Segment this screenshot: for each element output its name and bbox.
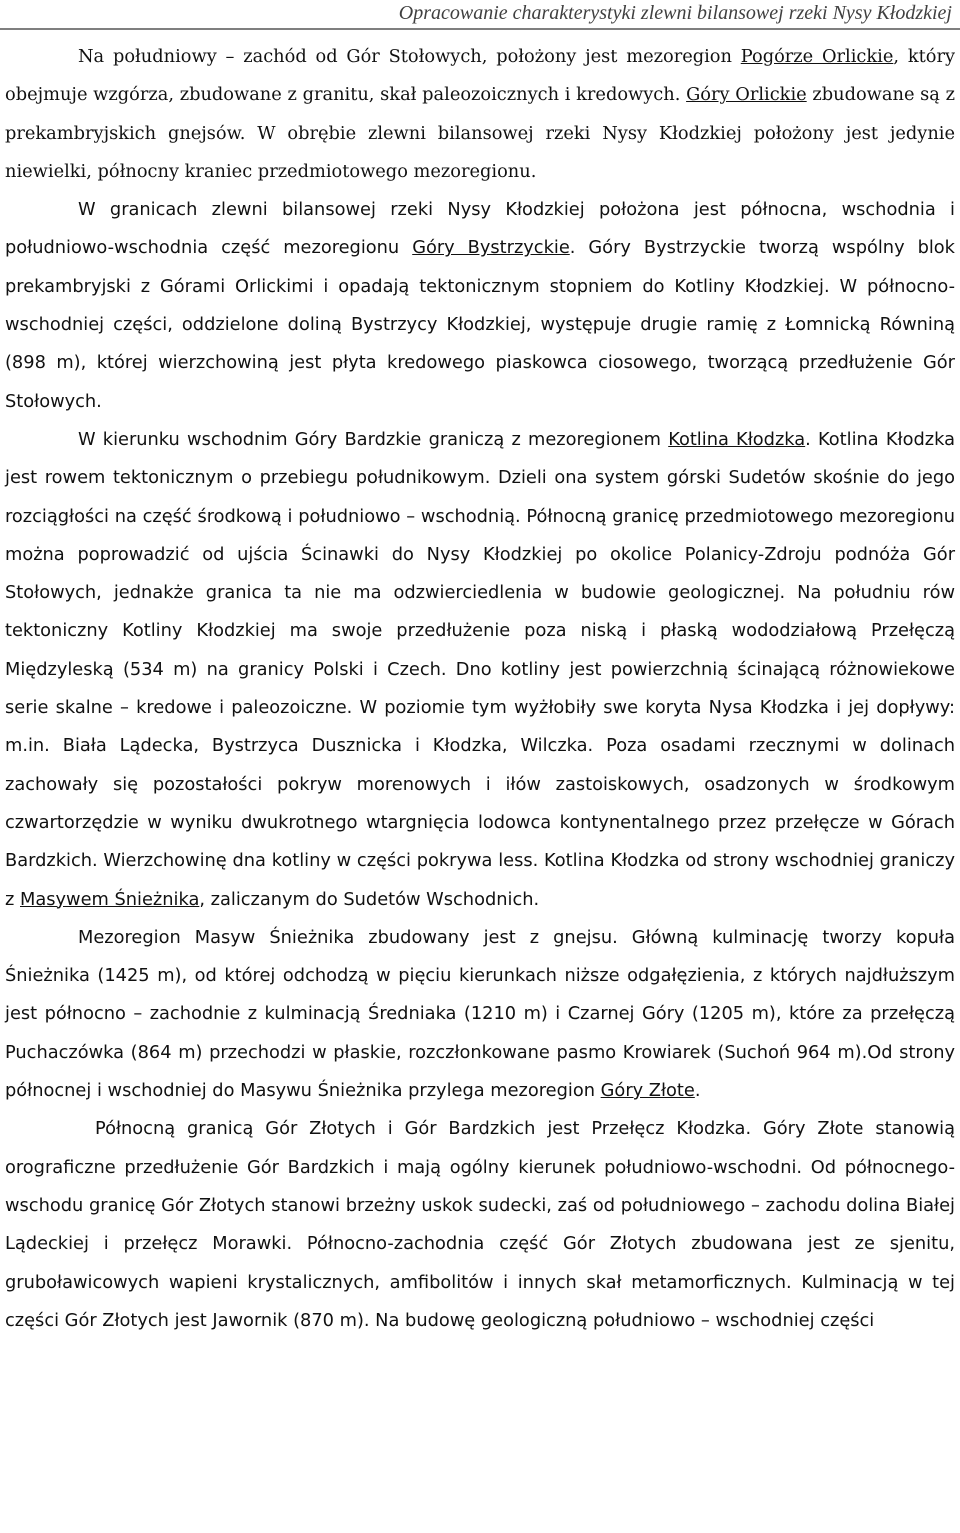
p3-text-a: W kierunku wschodnim Góry Bardzkie graniczą z mezoregionem [78, 428, 669, 450]
p4-text-b: . [694, 1080, 701, 1102]
paragraph-kotlina-klodzka [5, 421, 955, 919]
paragraph-gory-zlote [5, 1110, 955, 1340]
link-gory-zlote[interactable]: Góry Złote [600, 1080, 695, 1102]
p1-text-c: zbudowane są z prekambryjskich gnejsów. W obrębie zlewni bilansowej rzeki Nysy Kłodzkiej położony jest jedynie niewielki, północny kraniec przedmiotowego mezoregionu. [5, 84, 955, 182]
paragraph-masyw-snieznika [5, 919, 955, 1110]
paragraph-pogorze-orlickie [5, 38, 955, 191]
p2-text-b: . Góry Bystrzyckie tworzą wspólny blok prekambryjski z Górami Orlickimi i opadają tektonicznym stopniem do Kotliny Kłodzkiej. W północno-wschodniej części, oddzielone doliną Bystrzycy Kłodzkiej, występuje drugie ramię z Łomnicką Równiną (898 m), której wierzchowiną jest płyta kredowego piaskowca ciosowego, tworzącą przedłużenie Gór Stołowych. [5, 237, 955, 412]
document-body [5, 38, 955, 1340]
p3-text-b: . Kotlina Kłodzka jest rowem tektonicznym o przebiegu południkowym. Dzieli ona system górski Sudetów skośnie do jego rozciągłości na część środkową i południowo – wschodnią. Północną granicę przedmiotowego mezoregionu można poprowadzić od ujścia Ścinawki do Nysy Kłodzkiej po okolice Polanicy-Zdroju podnóża Gór Stołowych, jednakże granica ta nie ma odzwierciedlenia w budowie geologicznej. Na południu rów tektoniczny Kotliny Kłodzkiej ma swoje przedłużenie poza niską i płaską wododziałową Przełęczą Międzyleską (534 m) na granicy Polski i Czech. Dno kotliny jest powierzchnią ścinającą różnowiekowe serie skalne – kredowe i paleozoiczne. W poziomie tym wyżłobiły swe koryta Nysa Kłodzka i jej dopływy: m.in. Biała Lądecka, Bystrzyca Dusznicka i Kłodzka, Wilczka. Poza osadami rzecznymi w dolinach zachowały się pozostałości pokryw morenowych i iłów zastoiskowych, osadzonych w środkowym czwartorzędzie w wyniku dwukrotnego wtargnięcia lodowca kontynentalnego przez przełęcze w Górach Bardzkich. Wierzchowinę dna kotliny w części pokrywa less. Kotlina Kłodzka od strony wschodniej graniczy z [5, 428, 955, 910]
p4-text-a: Mezoregion Masyw Śnieżnika zbudowany jest z gnejsu. Główną kulminację tworzy kopuła Śnieżnika (1425 m), od której odchodzą w pięciu kierunkach niższe odgałęzienia, z których najdłuższym jest północno – zachodnie z kulminacją Średniaka (1210 m) i Czarnej Góry (1205 m), które za przełęczą Puchaczówka (864 m) przechodzi w płaskie, rozczłonkowane pasmo Krowiarek (Suchoń 964 m).Od strony północnej i wschodniej do Masywu Śnieżnika przylega mezoregion [5, 926, 955, 1102]
paragraph-gory-bystrzyckie [5, 191, 955, 421]
link-gory-orlickie[interactable]: Góry Orlickie [686, 84, 807, 106]
p5-text: Północną granicą Gór Złotych i Gór Bardzkich jest Przełęcz Kłodzka. Góry Złote stanowią orograficzne przedłużenie Gór Bardzkich i mają ogólny kierunek południowo-wschodni. Od północnego-wschodu granicę Gór Złotych stanowi brzeżny uskok sudecki, zaś od południowego – zachodu dolina Białej Lądeckiej i przełęcz Morawki. Północno-zachodnia część Gór Złotych zbudowana jest ze sjenitu, gruboławicowych wapieni krystalicznych, amfibolitów i innych skał metamorficznych. Kulminacją w tej części Gór Złotych jest Jawornik (870 m). Na budowę geologiczną południowo – wschodniej części [5, 1118, 955, 1331]
p1-text-b: , który obejmuje wzgórza, zbudowane z granitu, skał paleozoicznych i kredowych. [5, 46, 955, 106]
p1-text-a: Na południowy – zachód od Gór Stołowych, położony jest mezoregion [78, 46, 741, 67]
link-pogorze-orlickie[interactable]: Pogórze Orlickie [740, 46, 894, 67]
link-kotlina-klodzka[interactable]: Kotlina Kłodzka [668, 428, 806, 450]
link-gory-bystrzyckie[interactable]: Góry Bystrzyckie [412, 237, 570, 259]
p2-text-a: W granicach zlewni bilansowej rzeki Nysy Kłodzkiej położona jest północna, wschodnia i południowo-wschodnia część mezoregionu [5, 199, 955, 259]
link-masyw-snieznika[interactable]: Masywem Śnieżnika [20, 888, 200, 910]
p3-text-c: , zaliczanym do Sudetów Wschodnich. [199, 888, 540, 910]
running-header: Opracowanie charakterystyki zlewni bilansowej rzeki Nysy Kłodzkiej [0, 0, 960, 30]
